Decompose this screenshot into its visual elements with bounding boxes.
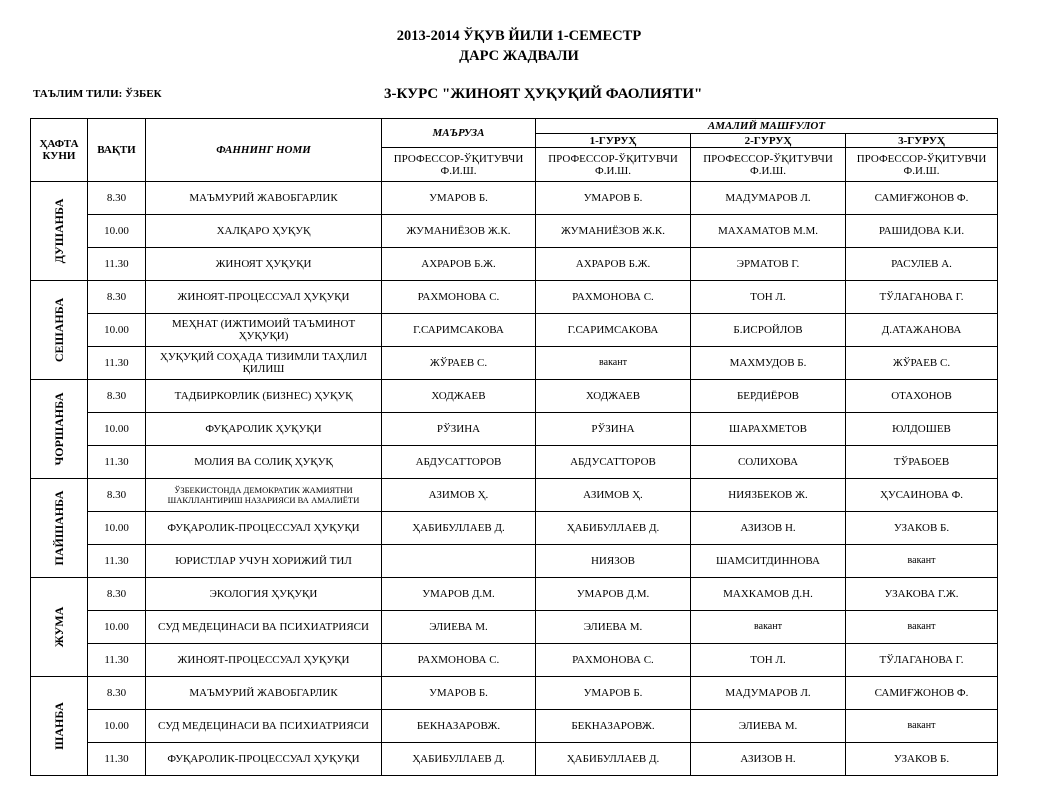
table-row bbox=[31, 182, 998, 215]
group-1-teacher: АХРАРОВ Б.Ж. bbox=[536, 248, 691, 281]
group-1-teacher: РАХМОНОВА С. bbox=[536, 281, 691, 314]
time-cell: 8.30 bbox=[88, 479, 146, 512]
group-2-teacher: МАХМУДОВ Б. bbox=[691, 347, 846, 380]
time-cell: 11.30 bbox=[88, 644, 146, 677]
group-1-teacher: ҲАБИБУЛЛАЕВ Д. bbox=[536, 743, 691, 776]
subject-cell: ТАДБИРКОРЛИК (БИЗНЕС) ҲУҚУҚ bbox=[146, 380, 382, 413]
group-2-teacher: ЭЛИЕВА М. bbox=[691, 710, 846, 743]
group-1-teacher: АЗИМОВ Ҳ. bbox=[536, 479, 691, 512]
day-cell bbox=[31, 380, 88, 479]
group-3-teacher: Д.АТАЖАНОВА bbox=[846, 314, 998, 347]
day-label: ШАНБА bbox=[52, 702, 66, 750]
lecture-teacher: ҲАБИБУЛЛАЕВ Д. bbox=[382, 743, 536, 776]
subject-cell: ЖИНОЯТ ҲУҚУҚИ bbox=[146, 248, 382, 281]
header-group-1: 1-ГУРУҲ bbox=[536, 134, 691, 148]
group-1-teacher: НИЯЗОВ bbox=[536, 545, 691, 578]
group-2-teacher: МАДУМАРОВ Л. bbox=[691, 677, 846, 710]
group-3-teacher: УЗАКОВ Б. bbox=[846, 743, 998, 776]
day-cell bbox=[31, 677, 88, 776]
lecture-teacher: Г.САРИМСАКОВА bbox=[382, 314, 536, 347]
subject-cell: ЭКОЛОГИЯ ҲУҚУҚИ bbox=[146, 578, 382, 611]
table-row bbox=[31, 215, 998, 248]
subject-cell: ХАЛҚАРО ҲУҚУҚ bbox=[146, 215, 382, 248]
group-2-teacher: МАДУМАРОВ Л. bbox=[691, 182, 846, 215]
time-cell: 8.30 bbox=[88, 578, 146, 611]
lecture-teacher: АБДУСАТТОРОВ bbox=[382, 446, 536, 479]
day-label: ДУШАНБА bbox=[52, 198, 66, 264]
group-3-teacher: вакант bbox=[846, 710, 998, 743]
lecture-teacher: ЖЎРАЕВ С. bbox=[382, 347, 536, 380]
table-row bbox=[31, 545, 998, 578]
group-3-teacher: вакант bbox=[846, 545, 998, 578]
group-1-teacher: БЕКНАЗАРОВЖ. bbox=[536, 710, 691, 743]
group-1-teacher: ЭЛИЕВА М. bbox=[536, 611, 691, 644]
table-row bbox=[31, 248, 998, 281]
group-3-teacher: ЖЎРАЕВ С. bbox=[846, 347, 998, 380]
subject-cell: ҲУҚУҚИЙ СОҲАДА ТИЗИМЛИ ТАҲЛИЛ ҚИЛИШ bbox=[146, 347, 382, 380]
table-row bbox=[31, 743, 998, 776]
header-day: ҲАФТА КУНИ bbox=[31, 119, 88, 182]
group-3-teacher: ҲУСАИНОВА Ф. bbox=[846, 479, 998, 512]
document-title: 2013-2014 ЎҚУВ ЙИЛИ 1-СЕМЕСТР bbox=[396, 28, 642, 44]
table-row bbox=[31, 611, 998, 644]
time-cell: 11.30 bbox=[88, 446, 146, 479]
group-3-teacher: ОТАХОНОВ bbox=[846, 380, 998, 413]
group-2-teacher: ТОН Л. bbox=[691, 644, 846, 677]
header-group-2: 2-ГУРУҲ bbox=[691, 134, 846, 148]
lecture-teacher: УМАРОВ Б. bbox=[382, 182, 536, 215]
group-3-teacher: ТЎЛАГАНОВА Г. bbox=[846, 281, 998, 314]
lecture-teacher: АЗИМОВ Ҳ. bbox=[382, 479, 536, 512]
subject-cell: СУД МЕДЕЦИНАСИ ВА ПСИХИАТРИЯСИ bbox=[146, 611, 382, 644]
group-2-teacher: СОЛИХОВА bbox=[691, 446, 846, 479]
lecture-teacher: УМАРОВ Б. bbox=[382, 677, 536, 710]
lecture-teacher: ЖУМАНИЁЗОВ Ж.К. bbox=[382, 215, 536, 248]
group-3-teacher: ЮЛДОШЕВ bbox=[846, 413, 998, 446]
group-1-teacher: УМАРОВ Б. bbox=[536, 677, 691, 710]
table-row bbox=[31, 413, 998, 446]
time-cell: 10.00 bbox=[88, 215, 146, 248]
lecture-teacher: ҲАБИБУЛЛАЕВ Д. bbox=[382, 512, 536, 545]
group-3-teacher: УЗАКОВА Г.Ж. bbox=[846, 578, 998, 611]
group-1-teacher: ЖУМАНИЁЗОВ Ж.К. bbox=[536, 215, 691, 248]
group-3-teacher: САМИҒЖОНОВ Ф. bbox=[846, 182, 998, 215]
group-2-teacher: ЭРМАТОВ Г. bbox=[691, 248, 846, 281]
group-1-teacher: РЎЗИНА bbox=[536, 413, 691, 446]
subject-cell: МАЪМУРИЙ ЖАВОБГАРЛИК bbox=[146, 677, 382, 710]
group-2-teacher: БЕРДИЁРОВ bbox=[691, 380, 846, 413]
lecture-teacher bbox=[382, 545, 536, 578]
day-label: ЧОРШАНБА bbox=[52, 392, 66, 466]
day-label: ПАЙШАНБА bbox=[52, 490, 66, 566]
time-cell: 10.00 bbox=[88, 710, 146, 743]
group-2-teacher: ШАМСИТДИННОВА bbox=[691, 545, 846, 578]
lecture-teacher: РАХМОНОВА С. bbox=[382, 644, 536, 677]
group-2-teacher: МАХКАМОВ Д.Н. bbox=[691, 578, 846, 611]
group-1-teacher: Г.САРИМСАКОВА bbox=[536, 314, 691, 347]
group-1-teacher: вакант bbox=[536, 347, 691, 380]
day-label: СЕШАНБА bbox=[52, 297, 66, 363]
course-title: 3-КУРС "ЖИНОЯТ ҲУҚУҚИЙ ФАОЛИЯТИ" bbox=[384, 86, 703, 102]
group-2-teacher: ШАРАХМЕТОВ bbox=[691, 413, 846, 446]
time-cell: 10.00 bbox=[88, 413, 146, 446]
group-3-teacher: ТЎЛАГАНОВА Г. bbox=[846, 644, 998, 677]
group-1-teacher: УМАРОВ Д.М. bbox=[536, 578, 691, 611]
time-cell: 10.00 bbox=[88, 611, 146, 644]
group-2-teacher: вакант bbox=[691, 611, 846, 644]
day-cell bbox=[31, 281, 88, 380]
group-2-teacher: ТОН Л. bbox=[691, 281, 846, 314]
subject-cell: ФУҚАРОЛИК-ПРОЦЕССУАЛ ҲУҚУҚИ bbox=[146, 512, 382, 545]
table-row bbox=[31, 446, 998, 479]
table-row bbox=[31, 380, 998, 413]
day-cell bbox=[31, 578, 88, 677]
table-row bbox=[31, 677, 998, 710]
table-row bbox=[31, 479, 998, 512]
group-1-teacher: УМАРОВ Б. bbox=[536, 182, 691, 215]
time-cell: 11.30 bbox=[88, 347, 146, 380]
schedule-table bbox=[30, 118, 998, 776]
subject-cell: МОЛИЯ ВА СОЛИҚ ҲУҚУҚ bbox=[146, 446, 382, 479]
group-1-teacher: РАХМОНОВА С. bbox=[536, 644, 691, 677]
teacher-label-group-1: ПРОФЕССОР-ЎҚИТУВЧИ Ф.И.Ш. bbox=[536, 148, 691, 182]
table-row bbox=[31, 512, 998, 545]
time-cell: 8.30 bbox=[88, 677, 146, 710]
time-cell: 8.30 bbox=[88, 281, 146, 314]
table-row bbox=[31, 644, 998, 677]
time-cell: 10.00 bbox=[88, 512, 146, 545]
subject-cell: ФУҚАРОЛИК ҲУҚУҚИ bbox=[146, 413, 382, 446]
lecture-teacher: РАХМОНОВА С. bbox=[382, 281, 536, 314]
lecture-teacher: РЎЗИНА bbox=[382, 413, 536, 446]
group-3-teacher: САМИҒЖОНОВ Ф. bbox=[846, 677, 998, 710]
group-2-teacher: АЗИЗОВ Н. bbox=[691, 743, 846, 776]
table-row bbox=[31, 710, 998, 743]
header-practice: АМАЛИЙ МАШҒУЛОТ bbox=[536, 119, 998, 134]
lecture-teacher: АХРАРОВ Б.Ж. bbox=[382, 248, 536, 281]
group-3-teacher: РАСУЛЕВ А. bbox=[846, 248, 998, 281]
group-2-teacher: НИЯЗБЕКОВ Ж. bbox=[691, 479, 846, 512]
header-time: ВАҚТИ bbox=[88, 119, 146, 182]
subject-cell: ФУҚАРОЛИК-ПРОЦЕССУАЛ ҲУҚУҚИ bbox=[146, 743, 382, 776]
day-cell bbox=[31, 479, 88, 578]
time-cell: 8.30 bbox=[88, 380, 146, 413]
group-2-teacher: МАХАМАТОВ М.М. bbox=[691, 215, 846, 248]
teacher-label-group-3: ПРОФЕССОР-ЎҚИТУВЧИ Ф.И.Ш. bbox=[846, 148, 998, 182]
group-1-teacher: ХОДЖАЕВ bbox=[536, 380, 691, 413]
document-subtitle: ДАРС ЖАДВАЛИ bbox=[459, 48, 579, 64]
group-1-teacher: ҲАБИБУЛЛАЕВ Д. bbox=[536, 512, 691, 545]
teaching-language: ТАЪЛИМ ТИЛИ: ЎЗБЕК bbox=[33, 88, 162, 100]
group-3-teacher: РАШИДОВА К.И. bbox=[846, 215, 998, 248]
teacher-label-group-2: ПРОФЕССОР-ЎҚИТУВЧИ Ф.И.Ш. bbox=[691, 148, 846, 182]
subject-cell: СУД МЕДЕЦИНАСИ ВА ПСИХИАТРИЯСИ bbox=[146, 710, 382, 743]
subject-cell: МЕҲНАТ (ИЖТИМОИЙ ТАЪМИНОТ ҲУҚУҚИ) bbox=[146, 314, 382, 347]
group-3-teacher: вакант bbox=[846, 611, 998, 644]
table-row bbox=[31, 314, 998, 347]
group-1-teacher: АБДУСАТТОРОВ bbox=[536, 446, 691, 479]
header-group-3: 3-ГУРУҲ bbox=[846, 134, 998, 148]
group-3-teacher: ТЎРАБОЕВ bbox=[846, 446, 998, 479]
time-cell: 11.30 bbox=[88, 248, 146, 281]
day-cell bbox=[31, 182, 88, 281]
time-cell: 11.30 bbox=[88, 743, 146, 776]
group-2-teacher: АЗИЗОВ Н. bbox=[691, 512, 846, 545]
table-row bbox=[31, 578, 998, 611]
teacher-label-lecture: ПРОФЕССОР-ЎҚИТУВЧИ Ф.И.Ш. bbox=[382, 148, 536, 182]
subject-cell: ЖИНОЯТ-ПРОЦЕССУАЛ ҲУҚУҚИ bbox=[146, 281, 382, 314]
lecture-teacher: УМАРОВ Д.М. bbox=[382, 578, 536, 611]
lecture-teacher: ЭЛИЕВА М. bbox=[382, 611, 536, 644]
time-cell: 11.30 bbox=[88, 545, 146, 578]
lecture-teacher: БЕКНАЗАРОВЖ. bbox=[382, 710, 536, 743]
subject-cell: ЖИНОЯТ-ПРОЦЕССУАЛ ҲУҚУҚИ bbox=[146, 644, 382, 677]
subject-cell: ЮРИСТЛАР УЧУН ХОРИЖИЙ ТИЛ bbox=[146, 545, 382, 578]
group-2-teacher: Б.ИСРОЙЛОВ bbox=[691, 314, 846, 347]
subject-cell: МАЪМУРИЙ ЖАВОБГАРЛИК bbox=[146, 182, 382, 215]
table-row bbox=[31, 347, 998, 380]
header-subject: ФАННИНГ НОМИ bbox=[146, 119, 382, 182]
subject-cell: ЎЗБЕКИСТОНДА ДЕМОКРАТИК ЖАМИЯТНИ ШАКЛЛАНТИРИШ НАЗАРИЯСИ ВА АМАЛИЁТИ bbox=[146, 479, 382, 512]
day-label: ЖУМА bbox=[52, 606, 66, 648]
table-row bbox=[31, 281, 998, 314]
group-3-teacher: УЗАКОВ Б. bbox=[846, 512, 998, 545]
time-cell: 8.30 bbox=[88, 182, 146, 215]
lecture-teacher: ХОДЖАЕВ bbox=[382, 380, 536, 413]
time-cell: 10.00 bbox=[88, 314, 146, 347]
header-lecture: МАЪРУЗА bbox=[382, 119, 536, 148]
